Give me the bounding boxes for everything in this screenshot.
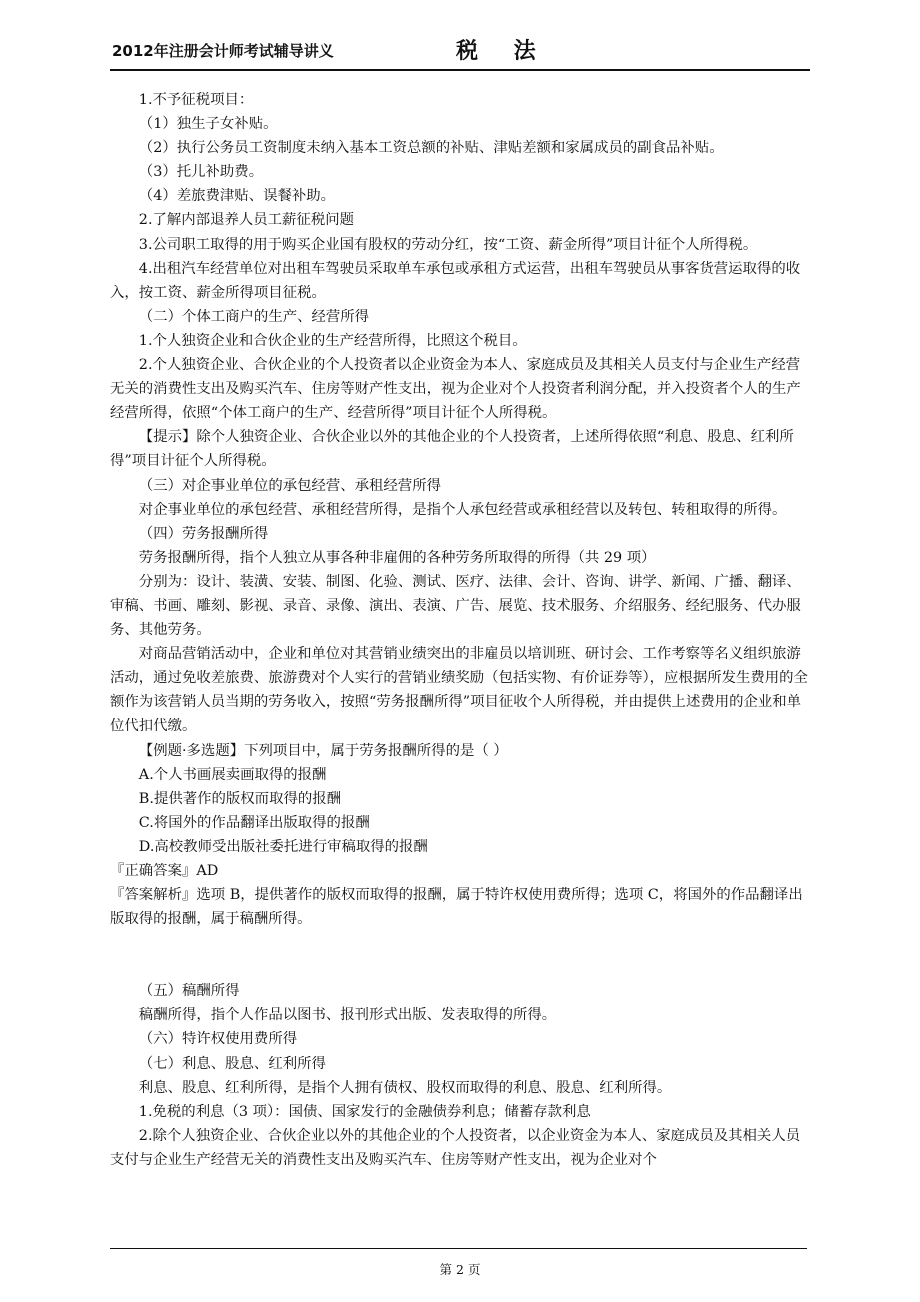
option-c: C.将国外的作品翻译出版取得的报酬: [138, 814, 370, 831]
section-heading: （五）稿酬所得: [138, 983, 240, 1000]
section-heading: （二）个体工商户的生产、经营所得: [138, 308, 370, 325]
paragraph: （4）差旅费津贴、误餐补助。: [138, 188, 336, 205]
paragraph: （2）执行公务员工资制度未纳入基本工资总额的补贴、津贴差额和家属成员的副食品补贴。: [138, 140, 724, 157]
section-heading: （四）劳务报酬所得: [138, 525, 269, 542]
page-number: 第 2 页: [439, 1262, 481, 1277]
paragraph: 3.公司职工取得的用于购买企业国有股权的劳动分红，按“工资、薪金所得”项目计征个人所得税。: [138, 236, 758, 253]
paragraph: 4.出租汽车经营单位对出租车驾驶员采取单车承包或承租方式运营，出租车驾驶员从事客货营运取得的收入，按工资、薪金所得项目征税。: [110, 260, 801, 301]
paragraph: 分别为：设计、装潢、安装、制图、化验、测试、医疗、法律、会计、咨询、讲学、新闻、广播、翻译、审稿、书画、雕刻、影视、录音、录像、演出、表演、广告、展览、技术服务、介绍服务、经纪服务、代办服务、其他劳务。: [110, 573, 801, 639]
tip-paragraph: 【提示】除个人独资企业、合伙企业以外的其他企业的个人投资者，上述所得依照“利息、股息、红利所得”项目计征个人所得税。: [110, 429, 794, 470]
paragraph: （3）托儿补助费。: [138, 164, 264, 181]
answer-explanation: 『答案解析』选项 B，提供著作的版权而取得的报酬，属于特许权使用费所得；选项 C，将国外的作品翻译出版取得的报酬，属于稿酬所得。: [110, 887, 803, 928]
option-d: D.高校教师受出版社委托进行审稿取得的报酬: [138, 838, 428, 855]
section-heading: （三）对企事业单位的承包经营、承租经营所得: [138, 477, 442, 494]
header-course-title: 2012年注册会计师考试辅导讲义: [112, 42, 334, 60]
example-question: 【例题·多选题】下列项目中，属于劳务报酬所得的是（ ）: [138, 742, 508, 759]
paragraph: 2.个人独资企业、合伙企业的个人投资者以企业资金为本人、家庭成员及其相关人员支付与企业生产经营无关的消费性支出及购买汽车、住房等财产性支出，视为企业对个人投资者利润分配，并入投资者个人的生产经营所得，依照“个体工商户的生产、经营所得”项目计征个人所得税。: [110, 357, 801, 422]
paragraph: 2.了解内部退养人员工薪征税问题: [138, 212, 354, 229]
header-subject-title: 税 法: [456, 39, 550, 64]
paragraph: 对商品营销活动中，企业和单位对其营销业绩突出的非雇员以培训班、研讨会、工作考察等名义组织旅游活动，通过免收差旅费、旅游费对个人实行的营销业绩奖励（包括实物、有价证券等），应根据所发生费用的全额作为该营销人员当期的劳务收入，按照“劳务报酬所得”项目征收个人所得税，并由提供上述费用的企业和单位代扣代缴。: [110, 646, 808, 735]
paragraph: 稿酬所得，指个人作品以图书、报刊形式出版、发表取得的所得。: [138, 1007, 557, 1024]
correct-answer: 『正确答案』AD: [110, 863, 219, 879]
paragraph: 利息、股息、红利所得，是指个人拥有债权、股权而取得的利息、股息、红利所得。: [138, 1079, 672, 1096]
paragraph: 1.不予征税项目：: [138, 92, 254, 108]
option-b: B.提供著作的版权而取得的报酬: [138, 790, 342, 807]
option-a: A.个人书画展卖画取得的报酬: [138, 766, 327, 783]
paragraph: 劳务报酬所得，指个人独立从事各种非雇佣的各种劳务所取得的所得（共 29 项）: [138, 549, 656, 566]
header-divider: [110, 69, 810, 71]
paragraph: 1.免税的利息（3 项）：国债、国家发行的金融债券利息；储蓄存款利息: [138, 1103, 591, 1120]
paragraph: 对企事业单位的承包经营、承租经营所得，是指个人承包经营或承租经营以及转包、转租取得的所得。: [138, 501, 787, 518]
document-body: [110, 88, 814, 1172]
footer-divider: [110, 1248, 807, 1249]
paragraph: 2.除个人独资企业、合伙企业以外的其他企业的个人投资者，以企业资金为本人、家庭成员及其相关人员支付与企业生产经营无关的消费性支出及购买汽车、住房等财产性支出，视为企业对个: [110, 1127, 801, 1168]
section-heading: （七）利息、股息、红利所得: [138, 1055, 326, 1072]
section-heading: （六）特许权使用费所得: [138, 1031, 298, 1048]
paragraph: 1.个人独资企业和合伙企业的生产经营所得，比照这个税目。: [138, 332, 527, 349]
paragraph: （1）独生子女补贴。: [138, 116, 278, 133]
blank-space: [110, 931, 814, 979]
